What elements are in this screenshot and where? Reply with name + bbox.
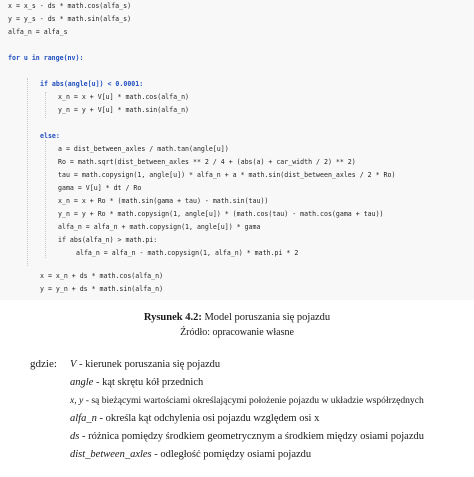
definition-desc: - kąt skrętu kół przednich (93, 377, 204, 388)
code-line: y_n = y + Ro * math.copysign(1, angle[u]) * (math.cos(tau) - math.cos(gama + tau)) (58, 210, 384, 218)
code-line: alfa_n = alfa_s (8, 28, 68, 36)
definition-term: alfa_n (70, 413, 97, 424)
definition-term: dist_between_axles (70, 449, 152, 460)
definition-desc: - odległość pomiędzy osiami pojazdu (151, 449, 312, 460)
code-line: x_n = x + V[u] * math.cos(alfa_n) (58, 93, 190, 101)
code-line: x = x_n + ds * math.cos(alfa_n) (40, 272, 164, 280)
code-line: x_n = x + Ro * (math.sin(gama + tau) - math.sin(tau)) (58, 197, 269, 205)
definitions-intro: gdzie: (30, 358, 57, 370)
definition-item (70, 394, 424, 408)
figure-caption (0, 312, 474, 323)
indent-guide (27, 78, 28, 266)
definition-term: ds (70, 431, 80, 442)
code-line: y_n = y + V[u] * math.sin(alfa_n) (58, 106, 190, 114)
definition-desc: - kierunek poruszania się pojazdu (76, 359, 221, 370)
code-line: else: (40, 132, 60, 140)
code-line: Ro = math.sqrt(dist_between_axles ** 2 / 4 + (abs(a) + car_width / 2) ** 2) (58, 158, 356, 166)
code-line: y = y_s - ds * math.sin(alfa_s) (8, 15, 132, 23)
code-line: y = y_n + ds * math.sin(alfa_n) (40, 285, 164, 293)
definition-term: x, y (70, 395, 84, 406)
code-line: alfa_n = alfa_n - math.copysign(1, alfa_n) * math.pi * 2 (76, 249, 299, 257)
code-line: a = dist_between_axles / math.tan(angle[u]) (58, 145, 229, 153)
definition-item (70, 376, 203, 390)
definition-desc: - są bieżącymi wartościami określającymi położenie pojazdu w układzie współrzędnych (83, 395, 424, 406)
indent-guide (45, 92, 46, 118)
code-line: if abs(alfa_n) > math.pi: (58, 236, 158, 244)
definition-term: V (70, 359, 77, 370)
definition-item (70, 430, 424, 444)
figure-title: Model poruszania się pojazdu (204, 312, 331, 323)
code-line: gama = V[u] * dt / Ro (58, 184, 142, 192)
code-line: x = x_s - ds * math.cos(alfa_s) (8, 2, 132, 10)
code-line: if abs(angle[u]) < 0.0001: (40, 80, 144, 88)
definitions-list (0, 358, 474, 468)
code-line: for u in range(nv): (8, 54, 84, 62)
code-line: alfa_n = alfa_n + math.copysign(1, angle[u]) * gama (58, 223, 261, 231)
definition-item (70, 358, 220, 372)
definition-item (70, 448, 311, 462)
code-line: tau = math.copysign(1, angle[u]) * alfa_n + a * math.sin(dist_between_axles / 2 * Ro) (58, 171, 396, 179)
definition-desc: - różnica pomiędzy środkiem geometrycznym a środkiem między osiami pojazdu (79, 431, 424, 442)
definition-item (70, 412, 319, 426)
figure-label: Rysunek 4.2: (143, 312, 202, 323)
definition-term: angle (70, 377, 94, 388)
definition-desc: - określa kąt odchylenia osi pojazdu względem osi x (96, 413, 320, 424)
figure-source: Źródło: opracowanie własne (180, 327, 294, 338)
indent-guide (45, 140, 46, 258)
